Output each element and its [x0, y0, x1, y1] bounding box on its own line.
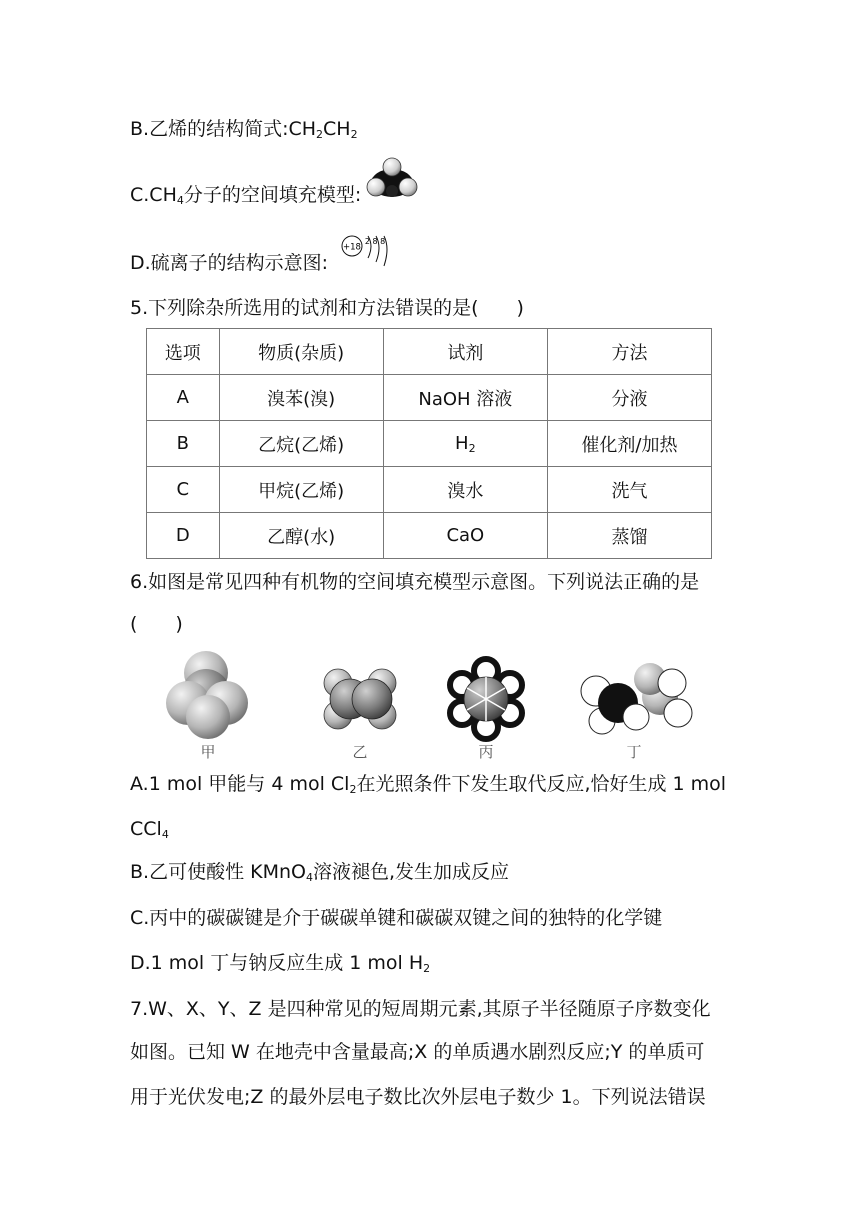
subscript: 4	[176, 194, 184, 207]
table-cell: C	[147, 467, 220, 513]
table-row	[147, 421, 712, 467]
header-cell: 方法	[547, 329, 711, 375]
q7-line2: 如图。已知 W 在地壳中含量最高;X 的单质遇水剧烈反应;Y 的单质可	[130, 1041, 705, 1063]
table-cell: 乙醇(水)	[219, 513, 383, 559]
table-cell: D	[147, 513, 220, 559]
table-cell: A	[147, 375, 220, 421]
q4-option-d	[130, 251, 328, 275]
header-cell: 物质(杂质)	[219, 329, 383, 375]
subscript: 2	[316, 128, 324, 141]
header-cell: 试剂	[383, 329, 547, 375]
table-cell: 溴水	[383, 467, 547, 513]
q6-option-b-text: B.乙可使酸性 KMnO	[130, 861, 306, 883]
table-cell	[383, 421, 547, 467]
q4-option-c-suffix: 分子的空间填充模型:	[183, 184, 362, 206]
subscript: 2	[349, 783, 357, 796]
q6-option-b-text-cont: 溶液褪色,发生加成反应	[312, 861, 510, 883]
q6-option-a-formula: CCl	[130, 818, 162, 840]
q4-option-d-text: D.硫离子的结构示意图:	[130, 252, 329, 274]
nucleus-charge: +18	[343, 242, 361, 253]
table-row	[147, 467, 712, 513]
subscript: 4	[305, 871, 313, 884]
q6-option-a-text-cont: 在光照条件下发生取代反应,恰好生成 1 mol	[356, 773, 727, 795]
q6-option-b	[130, 860, 509, 884]
model-methane	[166, 651, 248, 739]
q6-option-d-text: D.1 mol 丁与钠反应生成 1 mol H	[130, 952, 424, 974]
q5-stem: 5.下列除杂所选用的试剂和方法错误的是( )	[130, 297, 524, 319]
table-cell: 乙烷(乙烯)	[219, 421, 383, 467]
q4-option-b-mid: CH	[323, 118, 351, 140]
q4-option-b-text: B.乙烯的结构简式:CH	[130, 118, 317, 140]
sulfide-ion-structure-diagram	[340, 232, 398, 272]
model-ethylene	[324, 669, 396, 729]
q6-option-a-line2	[130, 817, 169, 841]
q6-stem-line1: 6.如图是常见四种有机物的空间填充模型示意图。下列说法正确的是	[130, 571, 700, 593]
q6-option-a-text: A.1 mol 甲能与 4 mol Cl	[130, 773, 350, 795]
q4-option-b	[130, 117, 358, 141]
subscript: 4	[161, 828, 169, 841]
table-row	[147, 375, 712, 421]
q6-option-a-line1	[130, 772, 726, 796]
model-label-jia: 甲	[200, 743, 216, 761]
q5-table	[146, 328, 712, 559]
subscript: 2	[423, 962, 431, 975]
q7-line3: 用于光伏发电;Z 的最外层电子数比次外层电子数少 1。下列说法错误	[130, 1086, 706, 1108]
table-row	[147, 513, 712, 559]
q4-option-c-prefix: C.CH	[130, 184, 177, 206]
model-ethanol	[581, 663, 692, 734]
table-cell: 洗气	[547, 467, 711, 513]
ch4-space-filling-model	[366, 155, 418, 201]
table-header-row	[147, 329, 712, 375]
model-label-bing: 丙	[478, 743, 494, 761]
q6-option-c: C.丙中的碳碳键是介于碳碳单键和碳碳双键之间的独特的化学键	[130, 907, 663, 929]
table-cell: 溴苯(溴)	[219, 375, 383, 421]
model-label-ding: 丁	[626, 743, 642, 761]
table-cell: CaO	[383, 513, 547, 559]
space-filling-models	[160, 645, 720, 745]
reagent-text: H	[455, 433, 469, 454]
subscript: 2	[350, 128, 358, 141]
q6-stem-line2: ( )	[130, 613, 183, 635]
q6-model-figure	[160, 645, 720, 765]
q4-option-c	[130, 183, 361, 207]
subscript: 2	[468, 442, 476, 455]
table-cell: NaOH 溶液	[383, 375, 547, 421]
table-cell: 分液	[547, 375, 711, 421]
q7-line1: 7.W、X、Y、Z 是四种常见的短周期元素,其原子半径随原子序数变化	[130, 998, 711, 1020]
model-benzene	[450, 659, 522, 739]
q6-option-d	[130, 951, 430, 975]
table-cell: 蒸馏	[547, 513, 711, 559]
table-cell: 甲烷(乙烯)	[219, 467, 383, 513]
model-label-yi: 乙	[352, 743, 368, 761]
table-cell: B	[147, 421, 220, 467]
shell-electrons: 2 8 8	[364, 237, 386, 246]
table-cell: 催化剂/加热	[547, 421, 711, 467]
header-cell: 选项	[147, 329, 220, 375]
